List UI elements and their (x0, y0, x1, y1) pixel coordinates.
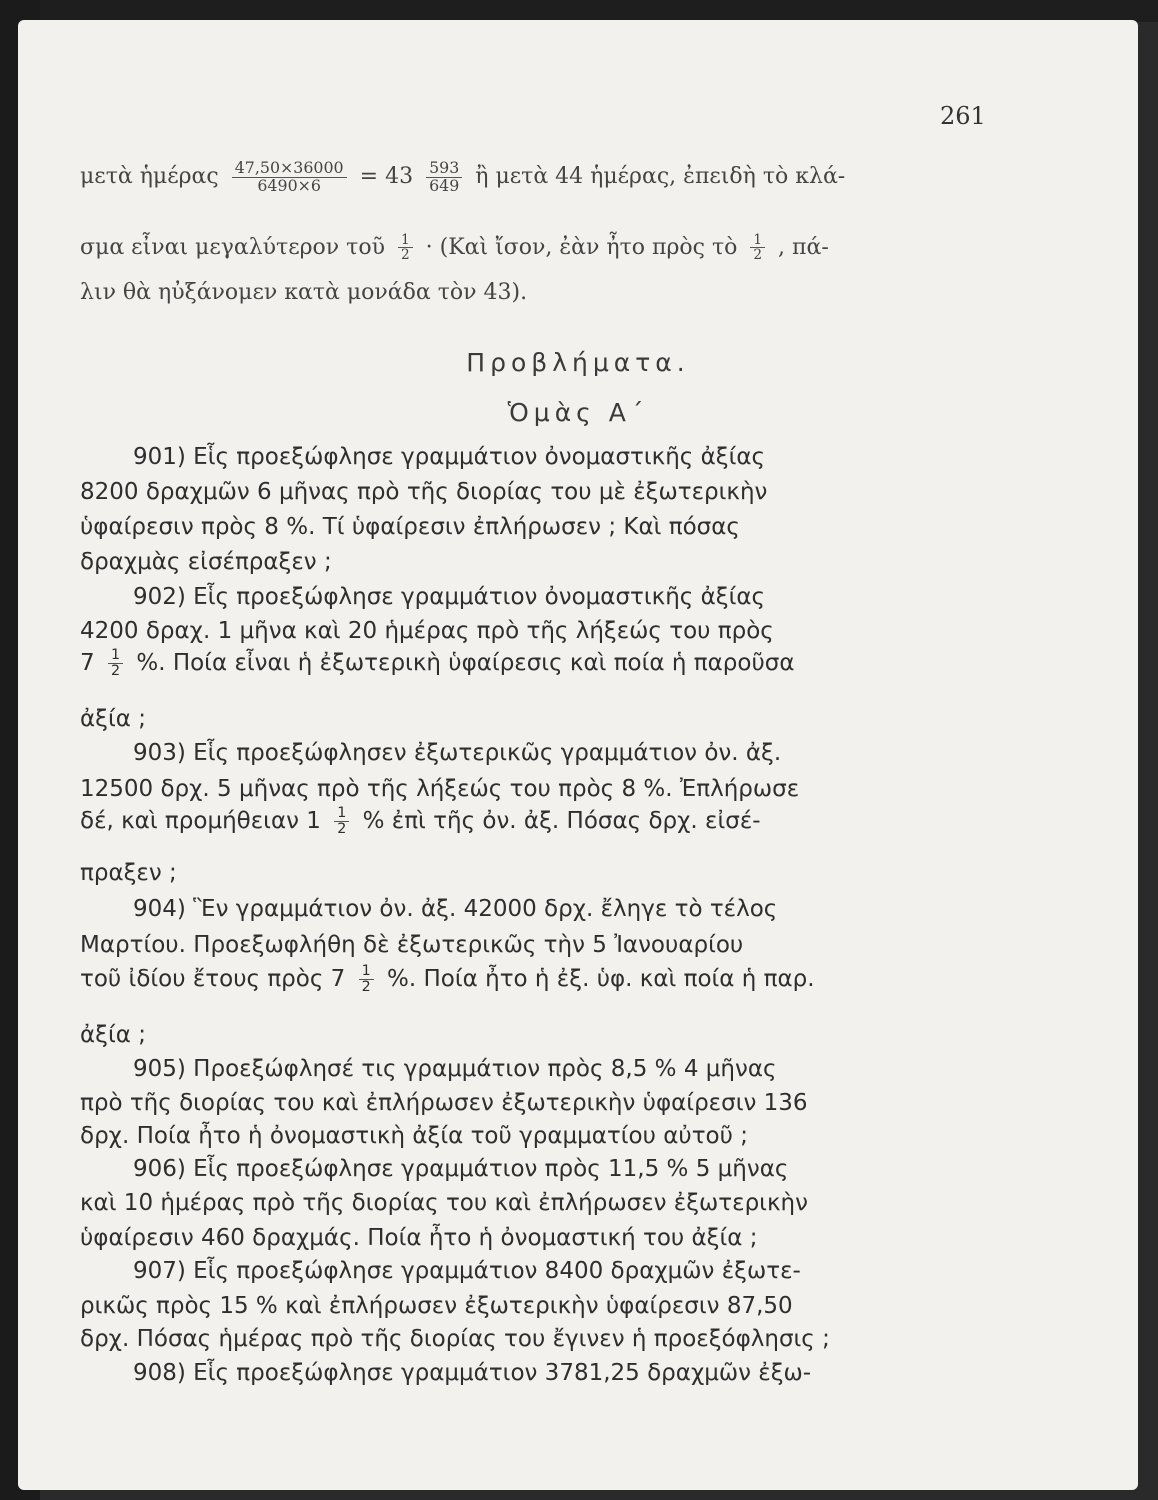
problem-902-line-1: 902) Εἷς προεξώφλησε γραμμάτιον ὀνομαστικῆς ἀξίας (133, 584, 766, 610)
intro-line-2: σμα εἶναι μεγαλύτερον τοῦ $\frac{1}{2}$ · (Καὶ ἴσον, ἐὰν ἦτο πρὸς τὸ $\frac{1}{2}$ , πά- (80, 232, 829, 264)
problem-905-line-3: δρχ. Ποία ἦτο ἡ ὀνομαστικὴ ἀξία τοῦ γραμματίου αὐτοῦ ; (80, 1123, 748, 1149)
section-subtitle: Ὁμὰς Α΄ (507, 398, 649, 427)
problem-903-line-3: δέ, καὶ προμήθειαν 1 $\frac{1}{2}$ % ἐπὶ τῆς ὀν. ἀξ. Πόσας δρχ. εἰσέ- (80, 805, 761, 837)
intro-line-1: μετὰ ἡμέρας $\frac{47,50\times 36000}{6490\times 6}$ = 43 $\frac{593}{649}$ ἢ μετὰ 44 ἡμέρας, ἐπειδὴ τὸ κλά- (80, 158, 846, 195)
fraction-half: $\frac{1}{2}$ (398, 233, 413, 263)
problem-907-line-1: 907) Εἷς προεξώφλησε γραμμάτιον 8400 δραχμῶν ἐξωτε- (133, 1258, 801, 1284)
page-number: 261 (940, 102, 986, 130)
problem-905-line-2: πρὸ τῆς διορίας του καὶ ἐπλήρωσεν ἐξωτερικὴν ὑφαίρεσιν 136 (80, 1090, 808, 1116)
fraction: $\frac{593}{649}$ (426, 160, 462, 194)
section-title: Προβλήματα. (466, 348, 690, 377)
problem-903-line-1: 903) Εἷς προεξώφλησεν ἐξωτερικῶς γραμμάτιον ὀν. ἀξ. (133, 740, 782, 766)
intro-line-3: λιν θὰ ηὐξάνομεν κατὰ μονάδα τὸν 43). (80, 280, 528, 305)
problem-904-line-2: Μαρτίου. Προεξωφλήθη δὲ ἐξωτερικῶς τὴν 5 Ἰανουαρίου (80, 932, 744, 958)
fraction-half: $\frac{1}{2}$ (750, 233, 765, 263)
problem-901-line-1: 901) Εἷς προεξώφλησε γραμμάτιον ὀνομαστικῆς ἀξίας (133, 444, 766, 470)
problem-902-line-4: ἀξία ; (80, 706, 146, 732)
problem-908-line-1: 908) Εἷς προεξώφλησε γραμμάτιον 3781,25 δραχμῶν ἐξω- (133, 1360, 812, 1386)
problem-901-line-2: 8200 δραχμῶν 6 μῆνας πρὸ τῆς διορίας του μὲ ἐξωτερικὴν (80, 479, 768, 505)
fraction-half: $\frac{1}{2}$ (334, 806, 349, 837)
problem-904-line-1: 904) Ἓν γραμμάτιον ὀν. ἀξ. 42000 δρχ. ἔληγε τὸ τέλος (133, 896, 778, 922)
problem-903-line-2: 12500 δρχ. 5 μῆνας πρὸ τῆς λήξεώς του πρὸς 8 %. Ἐπλήρωσε (80, 776, 800, 802)
fraction: $\frac{47,50\times 36000}{6490\times 6}$ (232, 160, 347, 194)
problem-905-line-1: 905) Προεξώφλησέ τις γραμμάτιον πρὸς 8,5 % 4 μῆνας (133, 1056, 777, 1082)
problem-901-line-4: δραχμὰς εἰσέπραξεν ; (80, 549, 332, 575)
problem-902-line-2: 4200 δραχ. 1 μῆνα καὶ 20 ἡμέρας πρὸ τῆς λήξεώς του πρὸς (80, 618, 774, 644)
problem-904-line-3: τοῦ ἰδίου ἔτους πρὸς 7 $\frac{1}{2}$ %. Ποία ἦτο ἡ ἐξ. ὑφ. καὶ ποία ἡ παρ. (80, 963, 815, 995)
problem-901-line-3: ὑφαίρεσιν πρὸς 8 %. Τί ὑφαίρεσιν ἐπλήρωσεν ; Καὶ πόσας (80, 514, 740, 540)
problem-904-line-4: ἀξία ; (80, 1022, 146, 1048)
scan-border-top (0, 0, 1158, 22)
problem-906-line-3: ὑφαίρεσιν 460 δραχμάς. Ποία ἦτο ἡ ὀνομαστική του ἀξία ; (80, 1225, 758, 1251)
problem-906-line-2: καὶ 10 ἡμέρας πρὸ τῆς διορίας του καὶ ἐπλήρωσεν ἐξωτερικὴν (80, 1190, 808, 1216)
fraction-half: $\frac{1}{2}$ (108, 648, 123, 679)
problem-906-line-1: 906) Εἷς προεξώφλησε γραμμάτιον πρὸς 11,5 % 5 μῆνας (133, 1156, 789, 1182)
book-page (18, 20, 1138, 1490)
problem-907-line-2: ρικῶς πρὸς 15 % καὶ ἐπλήρωσεν ἐξωτερικὴν ὑφαίρεσιν 87,50 (80, 1293, 793, 1319)
intro-text: μετὰ ἡμέρας (80, 164, 219, 190)
problem-903-line-4: πραξεν ; (80, 860, 177, 886)
problem-902-line-3: 7 $\frac{1}{2}$ %. Ποία εἶναι ἡ ἐξωτερικὴ ὑφαίρεσις καὶ ποία ἡ παροῦσα (80, 647, 795, 679)
problem-907-line-3: δρχ. Πόσας ἡμέρας πρὸ τῆς διορίας του ἔγινεν ἡ προεξόφλησις ; (80, 1326, 830, 1352)
fraction-half: $\frac{1}{2}$ (359, 964, 374, 995)
